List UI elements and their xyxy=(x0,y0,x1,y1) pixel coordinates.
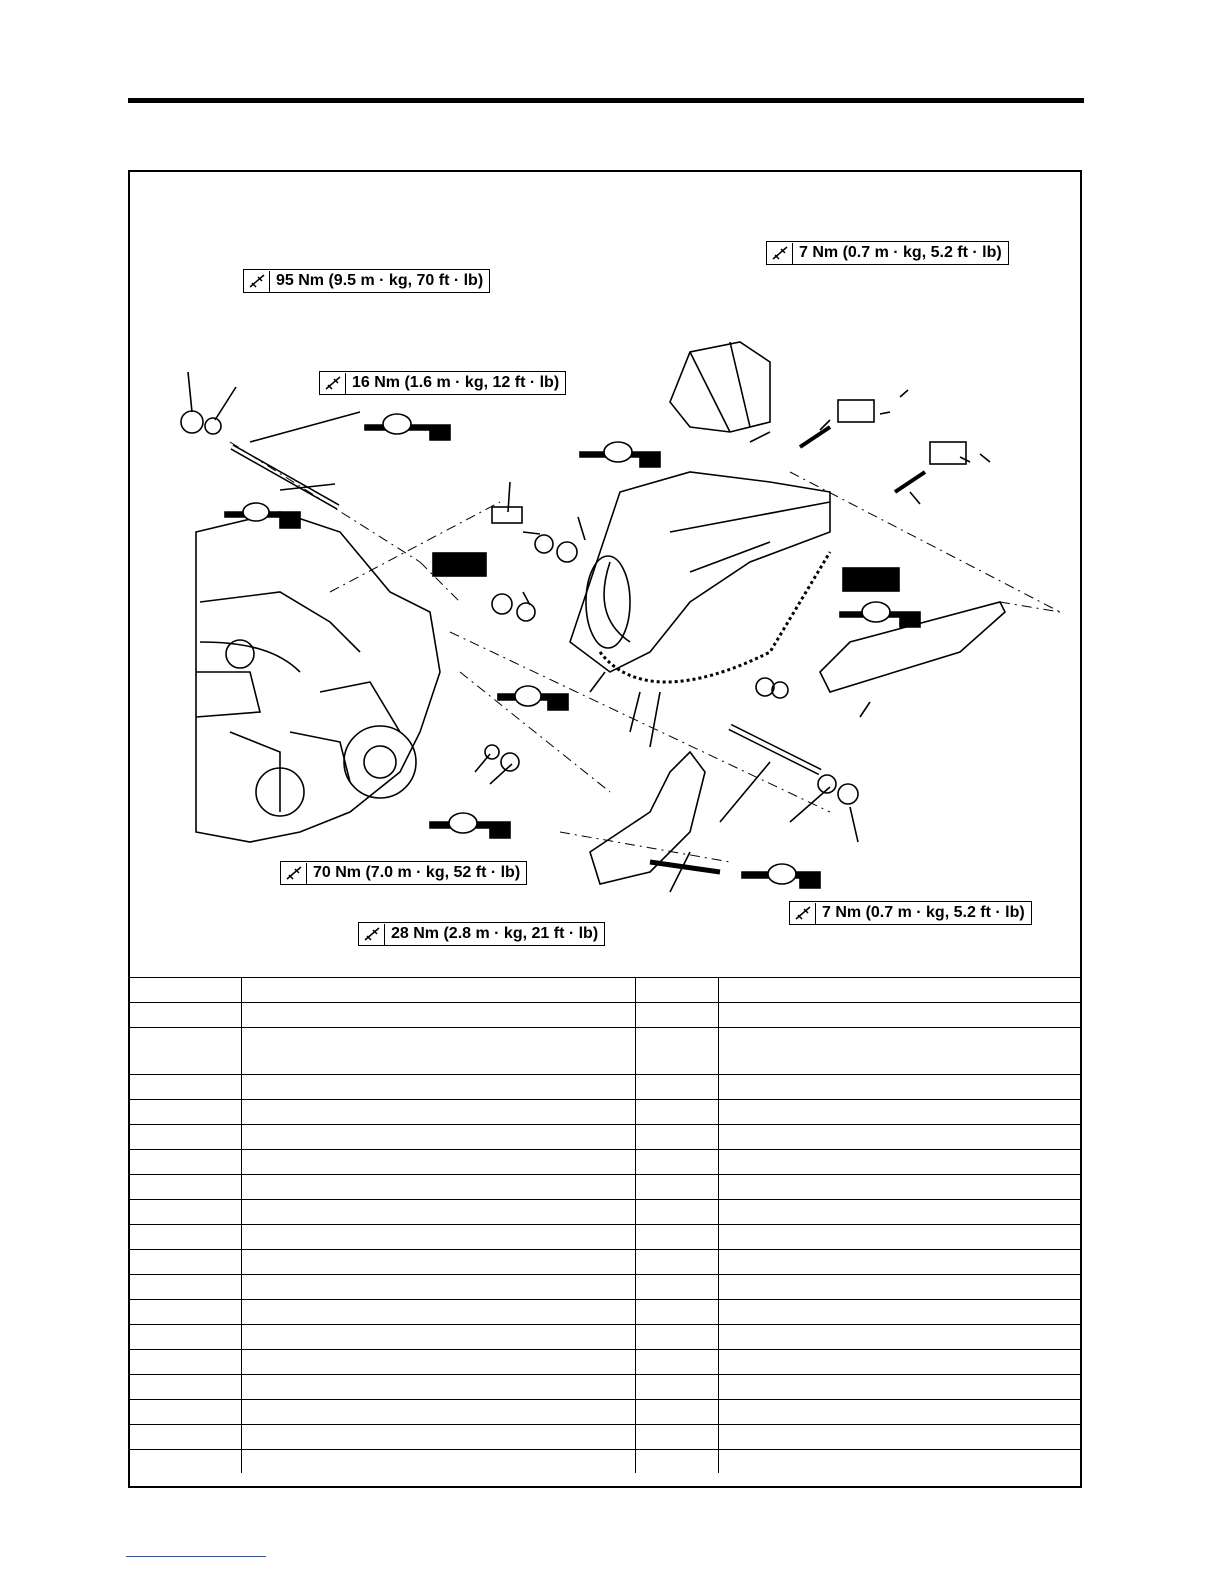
torque-callout-engine-bracket xyxy=(280,861,527,885)
torque-value: 16 Nm (1.6 m · kg, 12 ft · lb) xyxy=(352,374,560,391)
table-row xyxy=(130,1350,1080,1375)
torque-wrench-icon xyxy=(281,863,307,884)
torque-wrench-icon xyxy=(320,373,346,394)
table-row xyxy=(130,1375,1080,1400)
torque-wrench-icon xyxy=(790,903,816,924)
torque-callout-pivot-nut xyxy=(243,269,490,293)
table-row xyxy=(130,1125,1080,1150)
torque-callout-pivot-shaft xyxy=(319,371,566,395)
torque-wrench-icon xyxy=(244,271,270,292)
table-header-row xyxy=(130,978,1080,1003)
grease-icon xyxy=(225,503,300,528)
table-row xyxy=(130,1028,1080,1075)
torque-value: 28 Nm (2.8 m · kg, 21 ft · lb) xyxy=(391,925,599,942)
new-part-icon xyxy=(433,553,486,576)
torque-value: 7 Nm (0.7 m · kg, 5.2 ft · lb) xyxy=(822,904,1025,921)
new-part-icon xyxy=(843,568,899,591)
torque-callout-footrest xyxy=(358,922,605,946)
grease-icon xyxy=(430,813,510,838)
table-row xyxy=(130,1225,1080,1250)
grease-icon xyxy=(580,442,660,467)
header-rule xyxy=(128,98,1084,103)
torque-value: 70 Nm (7.0 m · kg, 52 ft · lb) xyxy=(313,864,521,881)
exploded-view-panel xyxy=(128,170,1082,1488)
table-row xyxy=(130,1200,1080,1225)
grease-icon xyxy=(742,864,820,888)
table-row xyxy=(130,1175,1080,1200)
grease-icon xyxy=(840,602,920,627)
table-row xyxy=(130,1075,1080,1100)
table-row xyxy=(130,1100,1080,1125)
torque-callout-chain-cover xyxy=(789,901,1032,925)
table-row xyxy=(130,1425,1080,1450)
table-row xyxy=(130,1150,1080,1175)
table-row xyxy=(130,1400,1080,1425)
grease-icon xyxy=(498,686,568,710)
footer-link-underline[interactable] xyxy=(126,1556,266,1557)
table-row xyxy=(130,1275,1080,1300)
torque-wrench-icon xyxy=(359,924,385,945)
table-row xyxy=(130,1325,1080,1350)
torque-value: 7 Nm (0.7 m · kg, 5.2 ft · lb) xyxy=(799,244,1002,261)
parts-table xyxy=(130,977,1080,1473)
grease-icon xyxy=(365,414,450,440)
table-row xyxy=(130,1450,1080,1474)
table-row xyxy=(130,1003,1080,1028)
table-row xyxy=(130,1300,1080,1325)
torque-value: 95 Nm (9.5 m · kg, 70 ft · lb) xyxy=(276,272,484,289)
torque-wrench-icon xyxy=(767,243,793,264)
table-row xyxy=(130,1250,1080,1275)
torque-callout-mudguard xyxy=(766,241,1009,265)
